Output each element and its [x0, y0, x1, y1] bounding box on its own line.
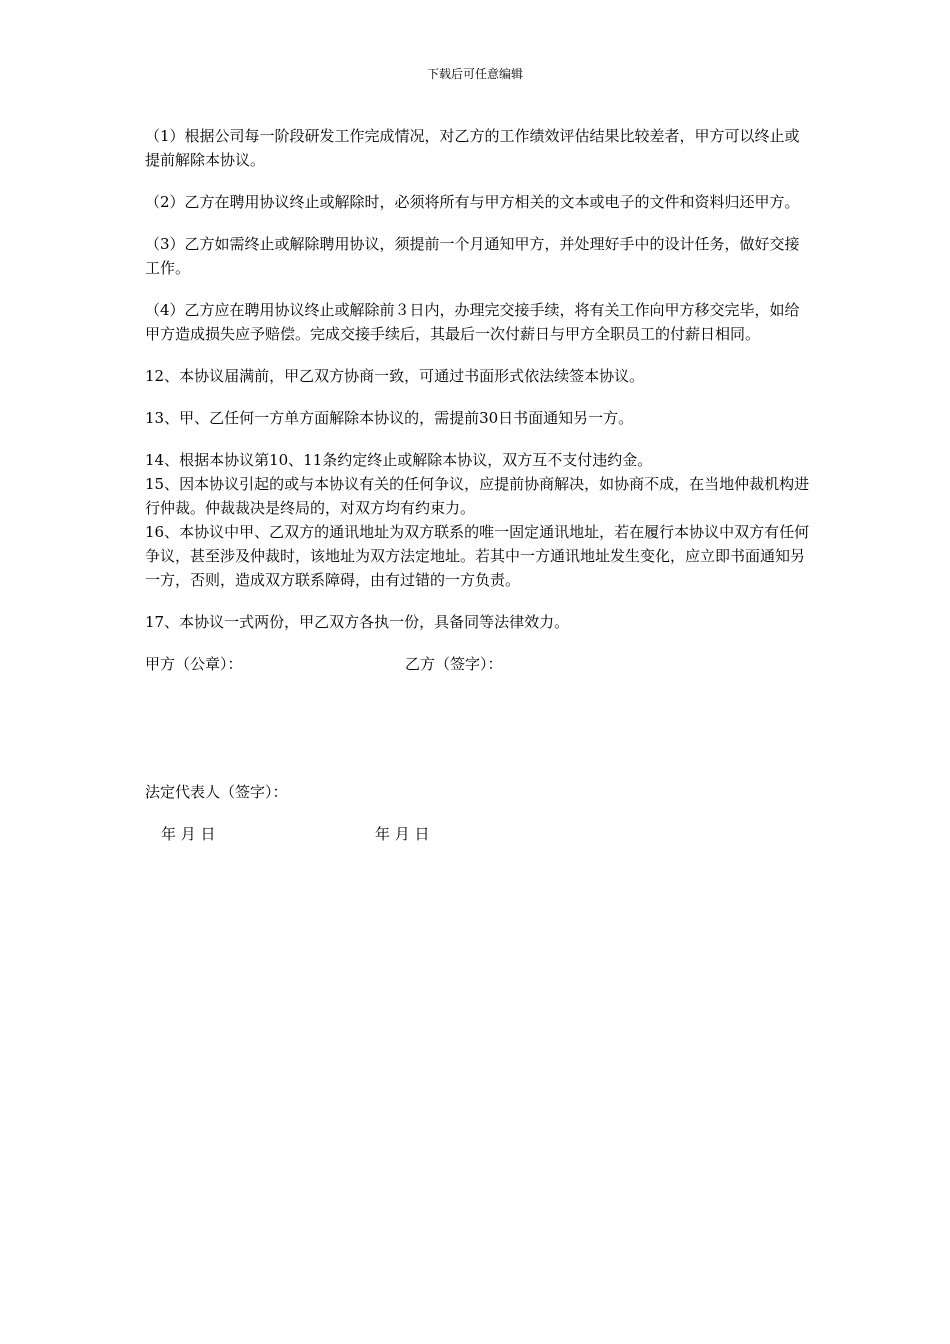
clause-16: 16、本协议中甲、乙双方的通讯地址为双方联系的唯一固定通讯地址，若在履行本协议中双方有任何争议，甚至涉及仲裁时，该地址为双方法定地址。若其中一方通讯地址发生变化，应立即书面通知另一方，否则，造成双方联系障碍，由有过错的一方负责。 — [145, 523, 810, 589]
page-header: 下载后可任意编辑 — [426, 67, 523, 81]
document-body — [145, 124, 810, 846]
clause-4: （4）乙方应在聘用协议终止或解除前３日内，办理完交接手续，将有关工作向甲方移交完毕，如给甲方造成损失应予赔偿。完成交接手续后，其最后一次付薪日与甲方全职员工的付薪日相同。 — [145, 301, 800, 343]
legal-rep-label: 法定代表人（签字）： — [145, 783, 288, 801]
signature-row — [145, 652, 810, 676]
party-a-seal-label: 甲方（公章）： — [145, 655, 243, 673]
clause-1: （1）根据公司每一阶段研发工作完成情况，对乙方的工作绩效评估结果比较差者，甲方可以终止或提前解除本协议。 — [145, 127, 800, 169]
clause-17: 17、本协议一式两份，甲乙双方各执一份，具备同等法律效力。 — [145, 613, 570, 631]
date-party-b: 年 月 日 — [375, 825, 430, 843]
date-row — [145, 822, 810, 846]
date-party-a: 年 月 日 — [161, 825, 216, 843]
clause-13: 13、甲、乙任何一方单方面解除本协议的，需提前30日书面通知另一方。 — [145, 409, 634, 427]
party-b-sign-label: 乙方（签字）： — [405, 655, 503, 673]
clause-14: 14、根据本协议第10、11条约定终止或解除本协议，双方互不支付违约金。 — [145, 451, 653, 469]
clause-15: 15、因本协议引起的或与本协议有关的任何争议，应提前协商解决，如协商不成，在当地仲裁机构进行仲裁。仲裁裁决是终局的，对双方均有约束力。 — [145, 475, 810, 517]
clause-2: （2）乙方在聘用协议终止或解除时，必须将所有与甲方相关的文本或电子的文件和资料归还甲方。 — [145, 193, 800, 211]
clause-12: 12、本协议届满前，甲乙双方协商一致，可通过书面形式依法续签本协议。 — [145, 367, 645, 385]
clause-3: （3）乙方如需终止或解除聘用协议，须提前一个月通知甲方，并处理好手中的设计任务，做好交接工作。 — [145, 235, 800, 277]
